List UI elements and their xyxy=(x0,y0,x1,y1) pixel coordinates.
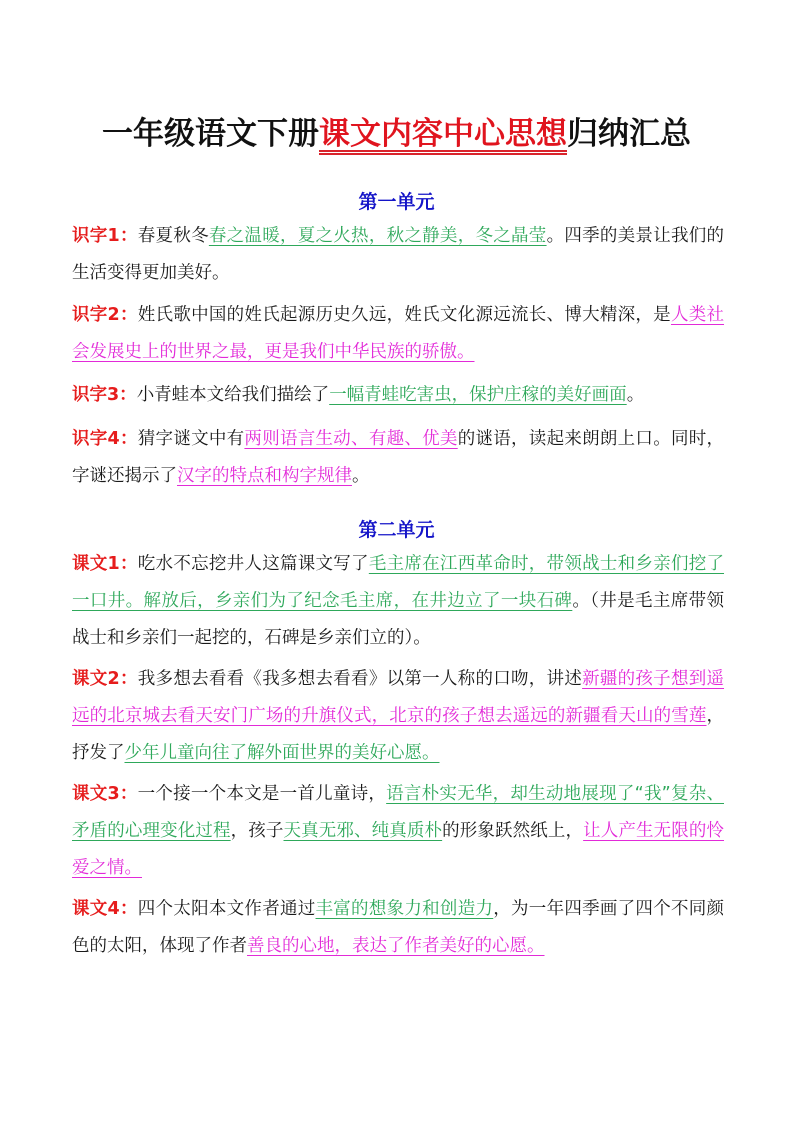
section-heading-unit-2: 第二单元 xyxy=(358,519,435,541)
highlight-pink: 善良的心地，表达了作者美好的心愿。 xyxy=(247,936,545,956)
highlight-green: 丰富的想象力和创造力 xyxy=(315,899,494,919)
highlight-pink: 新疆的孩子想到遥远的北京城去看天安门广场的升旗仪式，北京的孩子想去遥远的新疆看天山的雪莲 xyxy=(72,669,725,726)
highlight-pink: 让人产生无限的怜爱之情。 xyxy=(72,821,724,878)
text-segment: 的谜语，读起来朗朗上口。同时，字谜还揭示了 xyxy=(72,429,725,486)
text-segment: 。 xyxy=(352,466,370,486)
paragraph-shizi-4 xyxy=(72,421,724,495)
highlight-green: 语言朴实无华，却生动地展现了“我”复杂、矛盾的心理变化过程 xyxy=(72,784,724,841)
item-label: 课文3： xyxy=(72,784,138,804)
text-segment: 小青蛙本文给我们描绘了 xyxy=(136,385,330,405)
item-label: 课文4： xyxy=(72,899,138,919)
text-segment: 的形象跃然纸上， xyxy=(442,821,584,841)
paragraph-shizi-1 xyxy=(72,218,724,292)
highlight-green: 少年儿童向往了解外面世界的美好心愿。 xyxy=(124,743,440,763)
page-title xyxy=(0,108,793,153)
highlight-pink: 汉字的特点和构字规律 xyxy=(177,466,352,486)
text-segment: ，孩子 xyxy=(230,821,284,841)
text-segment: 四个太阳本文作者通过 xyxy=(137,899,316,919)
text-segment: 猜字谜文中有 xyxy=(137,429,245,449)
item-label: 课文1： xyxy=(72,554,138,574)
text-segment: 一个接一个本文是一首儿童诗， xyxy=(137,784,387,804)
text-segment: 。 xyxy=(626,385,645,405)
text-segment: 。四季的美景让我们的生活变得更加美好。 xyxy=(72,226,725,283)
text-segment: 姓氏歌中国的姓氏起源历史久远，姓氏文化源远流长、博大精深，是 xyxy=(137,305,671,325)
item-label: 识字2： xyxy=(72,305,138,325)
text-segment: 我多想去看看《我多想去看看》以第一人称的口吻，讲述 xyxy=(137,669,583,689)
section-heading-unit-1: 第一单元 xyxy=(358,191,435,213)
paragraph-kewen-1 xyxy=(72,546,724,657)
highlight-green: 天真无邪、纯真质朴 xyxy=(283,821,443,841)
item-label: 识字4： xyxy=(72,429,138,449)
text-segment: 。（井是毛主席带领战士和乡亲们一起挖的，石碑是乡亲们立的）。 xyxy=(72,591,725,648)
text-segment: 春夏秋冬 xyxy=(137,226,209,246)
paragraph-kewen-2 xyxy=(72,661,724,772)
title-suffix: 归纳汇总 xyxy=(567,116,691,152)
title-highlight: 课文内容中心思想 xyxy=(319,116,567,152)
text-segment: ，为一年四季画了四个不同颜色的太阳，体现了作者 xyxy=(72,899,725,956)
item-label: 识字3： xyxy=(72,385,137,405)
highlight-green: 毛主席在江西革命时，带领战士和乡亲们挖了一口井。解放后，乡亲们为了纪念毛主席，在井边立了一块石碑 xyxy=(72,554,725,611)
text-segment: 吃水不忘挖井人这篇课文写了 xyxy=(137,554,369,574)
paragraph-kewen-3 xyxy=(72,776,724,887)
text-segment: ，抒发了 xyxy=(72,706,724,763)
item-label: 课文2： xyxy=(72,669,138,689)
paragraph-shizi-3 xyxy=(72,377,724,414)
highlight-green: 春之温暖，夏之火热，秋之静美，冬之晶莹 xyxy=(208,226,547,246)
title-prefix: 一年级语文下册 xyxy=(102,116,319,152)
paragraph-kewen-4 xyxy=(72,891,724,965)
highlight-green: 一幅青蛙吃害虫，保护庄稼的美好画面 xyxy=(329,385,627,405)
paragraph-shizi-2 xyxy=(72,297,724,371)
item-label: 识字1： xyxy=(72,226,138,246)
highlight-pink: 人类社会发展史上的世界之最，更是我们中华民族的骄傲。 xyxy=(72,305,725,362)
highlight-pink: 两则语言生动、有趣、优美 xyxy=(244,429,458,449)
